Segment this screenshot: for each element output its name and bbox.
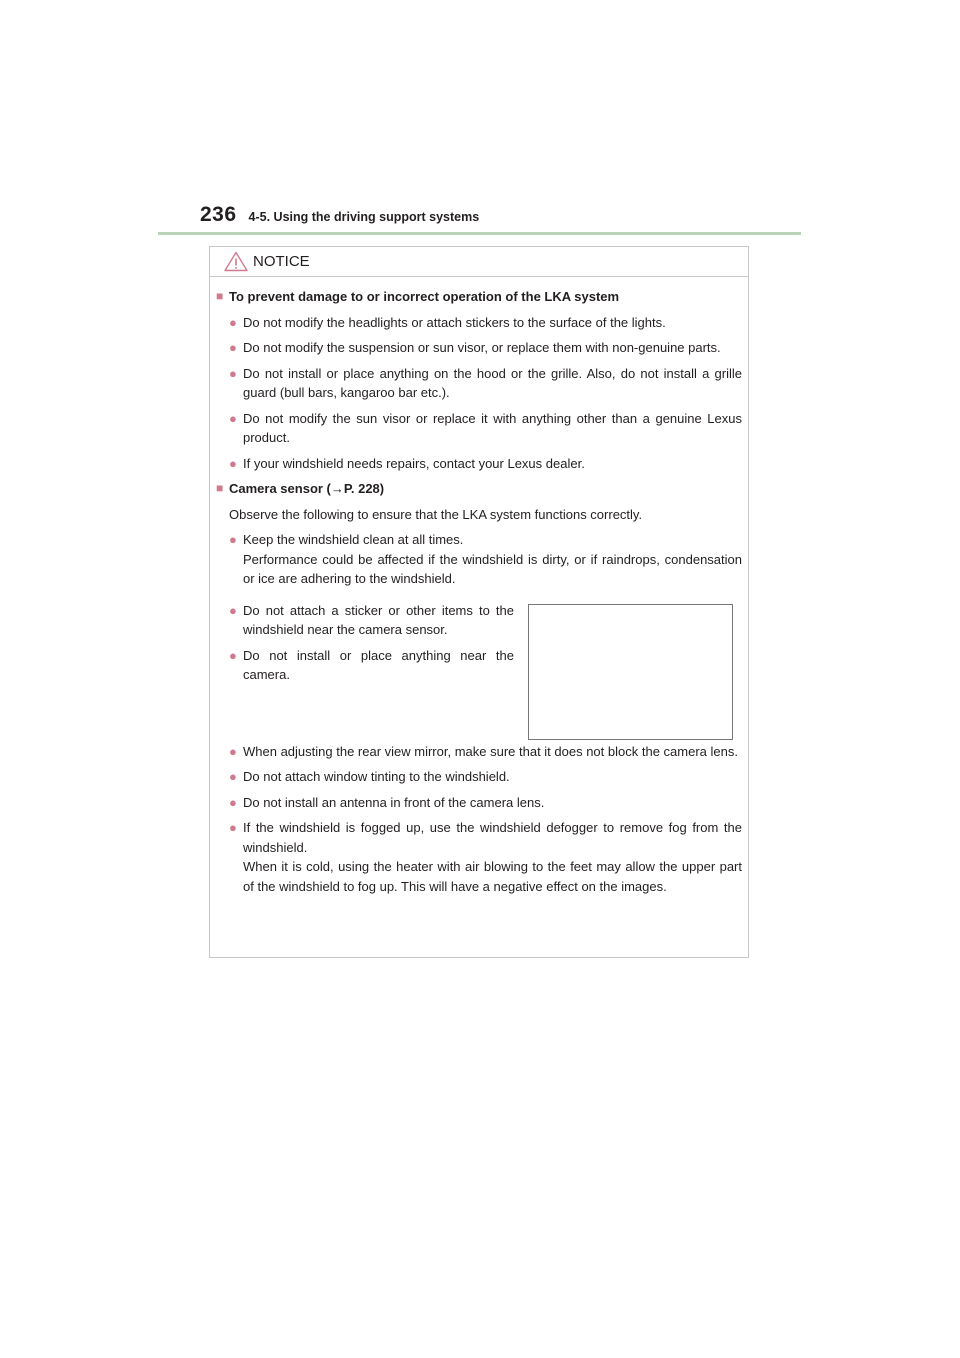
- bullet-icon: ●: [229, 532, 237, 547]
- bullet-icon: ●: [229, 743, 237, 759]
- bullet-icon: ●: [229, 820, 237, 835]
- notice-label: NOTICE: [253, 253, 310, 270]
- notice-box: [209, 246, 749, 958]
- list-item: ● Do not attach a sticker or other items to the windshield near the camera sensor.: [216, 601, 514, 640]
- section-intro: Observe the following to ensure that the LKA system functions correctly.: [229, 506, 643, 522]
- section-heading: [216, 479, 742, 499]
- list-item: ● Do not modify the sun visor or replace it with anything other than a genuine Lexus product.: [216, 409, 742, 448]
- bullet-icon: ●: [229, 455, 237, 471]
- section-heading-text: To prevent damage to or incorrect operation of the LKA system: [229, 289, 620, 304]
- list-item: ● If the windshield is fogged up, use the windshield defogger to remove fog from the windshield. When it is cold, using the heater with air blowing to the feet may allow the upper part of the windshield to fog up. This will have a negative effect on the images.: [216, 818, 742, 896]
- list-item: ● Do not install or place anything on the hood or the grille. Also, do not install a grille guard (bull bars, kangaroo bar etc.).: [216, 364, 742, 403]
- notice-header: [210, 247, 748, 277]
- section-heading: [216, 287, 742, 307]
- list-item: ● If your windshield needs repairs, contact your Lexus dealer.: [216, 454, 742, 474]
- figure-row: [216, 601, 742, 740]
- list-item: ● Do not install an antenna in front of the camera lens.: [216, 793, 742, 813]
- page-header: [200, 203, 479, 227]
- section-title: 4-5. Using the driving support systems: [248, 210, 480, 224]
- bullet-icon: ●: [229, 365, 237, 381]
- list-item: ● Keep the windshield clean at all times. Performance could be affected if the windshield is dirty, or if raindrops, condensation or ice are adhering to the windshield.: [216, 530, 742, 589]
- list-item: ● Do not attach window tinting to the windshield.: [216, 767, 742, 787]
- list-item: ● Do not modify the suspension or sun visor, or replace them with non-genuine parts.: [216, 338, 742, 358]
- bullet-icon: ●: [229, 647, 237, 663]
- bullet-icon: ●: [229, 769, 237, 784]
- header-rule: [158, 232, 801, 235]
- page-number: 236: [200, 203, 237, 226]
- bullet-icon: ●: [229, 410, 237, 426]
- bullet-icon: ●: [229, 602, 237, 618]
- camera-illustration: [528, 604, 733, 740]
- square-bullet-icon: ■: [216, 481, 224, 495]
- list-item: ● When adjusting the rear view mirror, make sure that it does not block the camera lens.: [216, 742, 742, 762]
- list-item: ● Do not install or place anything near the camera.: [216, 646, 514, 685]
- square-bullet-icon: ■: [216, 289, 224, 303]
- section-heading-text: Camera sensor (→P. 228): [229, 481, 385, 496]
- bullet-icon: ●: [229, 794, 237, 810]
- list-item: ● Do not modify the headlights or attach stickers to the surface of the lights.: [216, 313, 742, 333]
- notice-content: [216, 287, 742, 902]
- bullet-icon: ●: [229, 340, 237, 355]
- bullet-icon: ●: [229, 314, 237, 330]
- warning-icon: [224, 251, 248, 272]
